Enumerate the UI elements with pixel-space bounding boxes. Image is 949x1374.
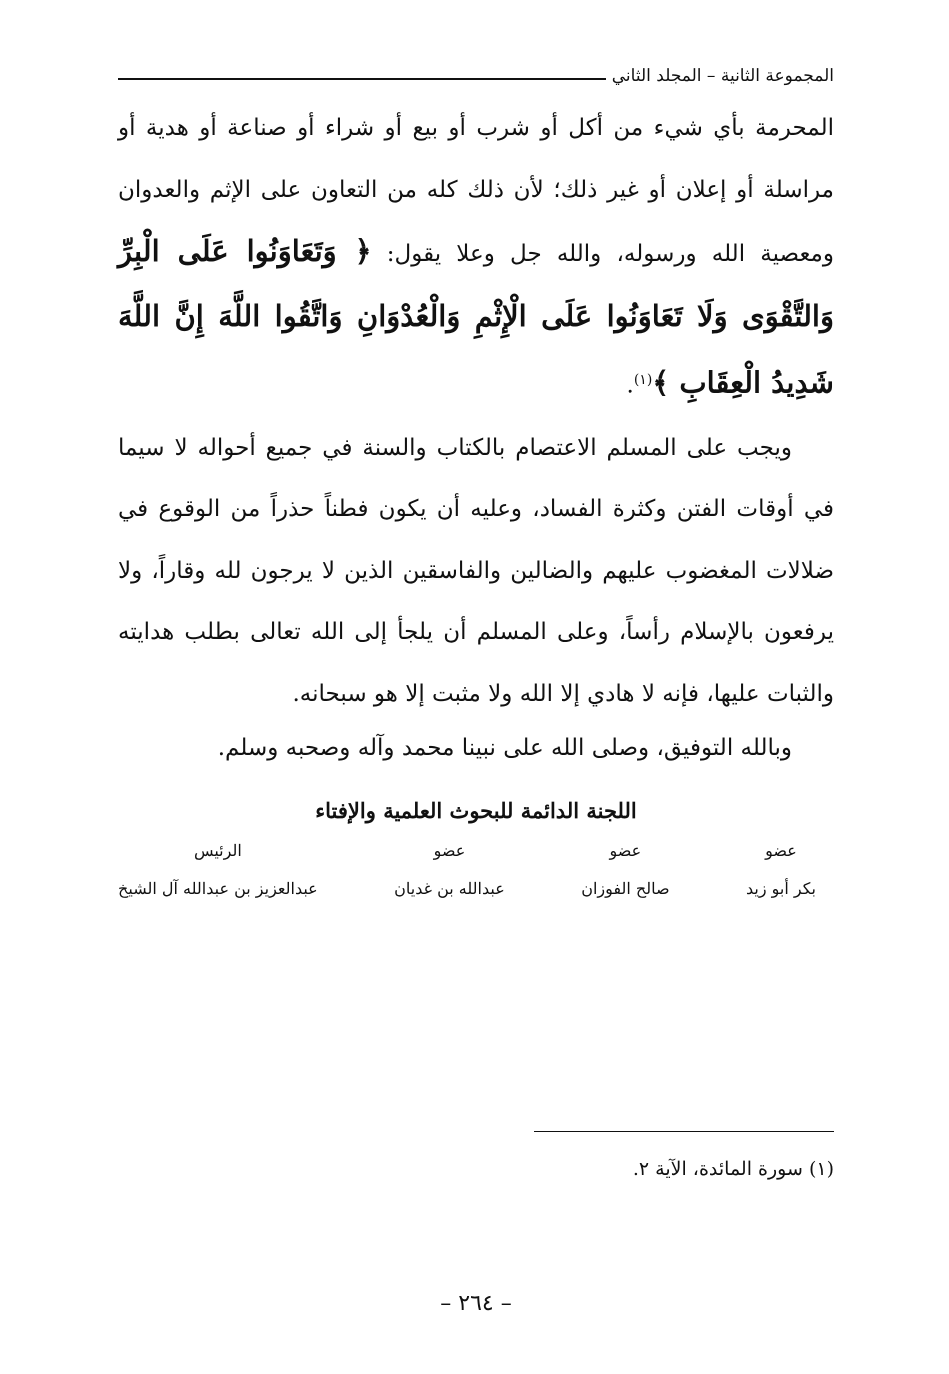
signatory-role: عضو	[765, 840, 797, 860]
signatory	[581, 833, 669, 909]
paragraph-2: ويجب على المسلم الاعتصام بالكتاب والسنة في جميع أحواله لا سيما في أوقات الفتن وكثرة الفساد، وعليه أن يكون فطناً حذراً من الوقوع في ضلالات المغضوب عليهم والضالين والفاسقين الذين لا يرجون لله وقاراً، ولا يرفعون بالإسلام رأساً، وعلى المسلم أن يلجأ إلى الله تعالى بطلب هدايته والثبات عليها، فإنه لا هادي إلا الله ولا مثبت إلا هو سبحانه.	[118, 434, 834, 707]
signatory-name: عبدالله بن غديان	[394, 878, 505, 898]
page-number: – ٢٦٤ –	[440, 1291, 512, 1316]
body-text	[118, 98, 834, 726]
signatory-role: عضو	[433, 840, 466, 860]
paragraph-1-end: .	[626, 373, 634, 400]
committee-title: اللجنة الدائمة للبحوث العلمية والإفتاء	[315, 797, 637, 823]
paragraph-1-text: المحرمة بأي شيء من أكل أو شرب أو بيع أو شراء أو صناعة أو هدية أو مراسلة أو إعلان أو غير ذلك؛ لأن ذلك كله من التعاون على الإثم والعدوان ومعصية الله ورسوله، والله جل وعلا يقول:	[118, 115, 834, 268]
footnote-rule	[534, 1131, 834, 1132]
signatory-name: صالح الفوزان	[581, 878, 670, 898]
signatories	[118, 833, 834, 909]
signatory-name: عبدالعزيز بن عبدالله آل الشيخ	[118, 878, 318, 898]
signatory-role: الرئيس	[193, 840, 242, 860]
signatory	[746, 833, 816, 909]
signatory	[394, 833, 505, 909]
quran-verse: ﴿ وَتَعَاوَنُوا عَلَى الْبِرِّ وَالتَّقْوَى وَلَا تَعَاوَنُوا عَلَى الْإِثْمِ وَالْعُدْوَانِ وَاتَّقُوا اللَّهَ إِنَّ اللَّهَ شَدِيدُ الْعِقَابِ ﴾	[118, 234, 834, 401]
paragraph-1	[118, 98, 834, 418]
footnote: (١) سورة المائدة، الآية ٢.	[632, 1158, 834, 1180]
signatory-name: بكر أبو زيد	[745, 878, 816, 898]
closing-prayer: وبالله التوفيق، وصلى الله على نبينا محمد وآله وصحبه وسلم.	[217, 734, 792, 761]
signatory-role: عضو	[609, 840, 642, 860]
footnote-reference: (١)	[633, 372, 653, 389]
running-header	[118, 56, 834, 86]
header-rule	[118, 78, 606, 80]
running-title: المجموعة الثانية – المجلد الثاني	[611, 66, 834, 86]
signatory	[118, 833, 318, 909]
document-page	[118, 56, 834, 1316]
